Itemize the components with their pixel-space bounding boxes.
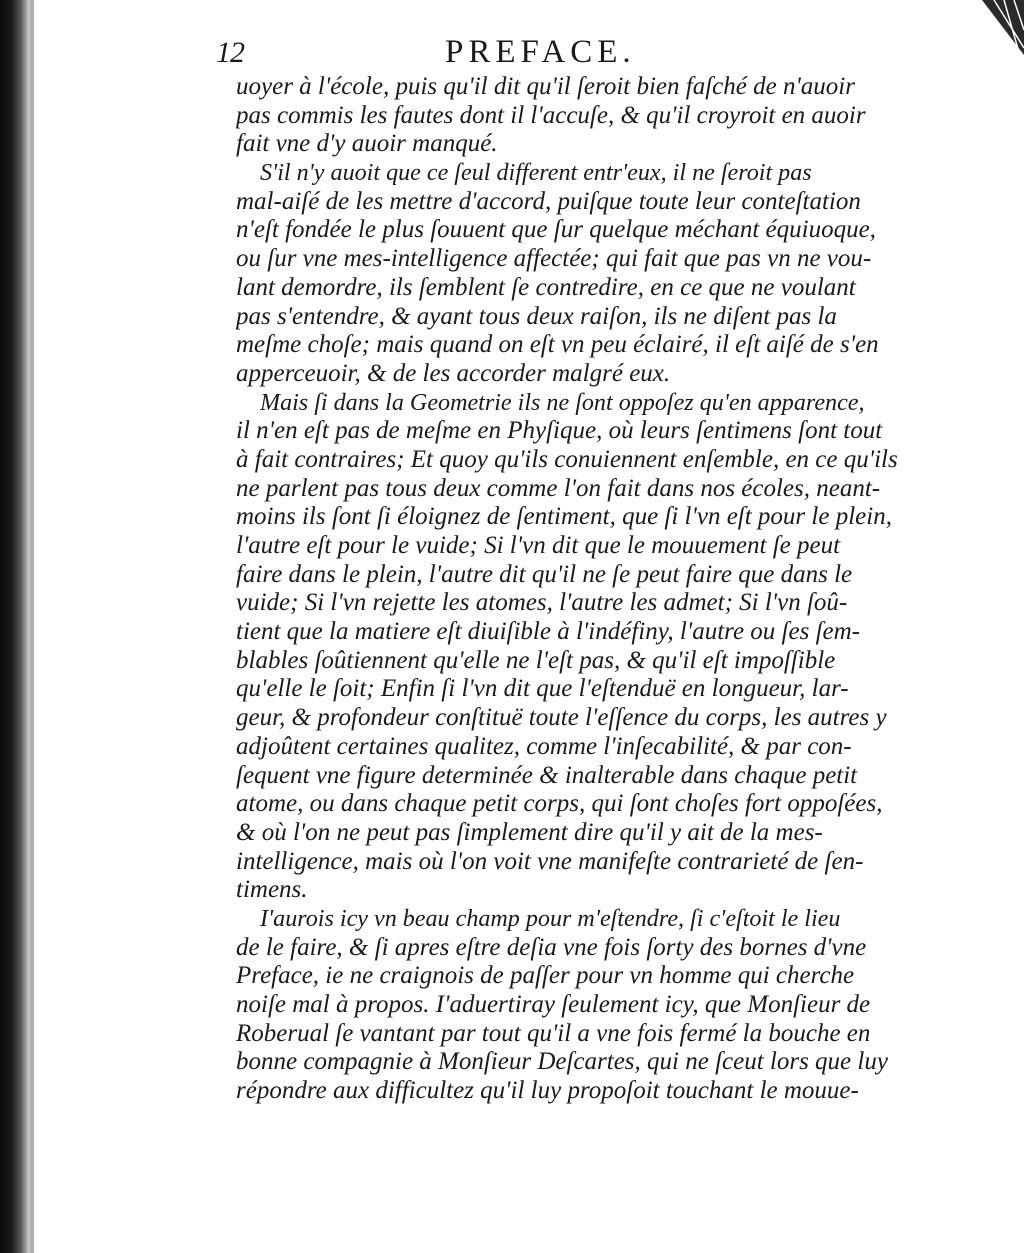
text-line: pas commis les fautes dont il l'accuſe, & qu'il croyroit en auoir	[236, 101, 866, 129]
page-number: 12	[216, 36, 244, 69]
text-line: moins ils ſont ſi éloignez de ſentiment, que ſi l'vn eſt pour le plein,	[236, 503, 892, 531]
text-line: atome, ou dans chaque petit corps, qui ſont choſes fort oppoſées,	[236, 790, 883, 818]
text-line: à fait contraires; Et quoy qu'ils conuiennent enſemble, en ce qu'ils	[236, 445, 898, 473]
text-line: vuide; Si l'vn rejette les atomes, l'autre les admet; Si l'vn ſoû-	[236, 589, 848, 617]
page-corner-fan	[974, 0, 1024, 70]
text-line: mal-aiſé de les mettre d'accord, puiſque toute leur conteſtation	[236, 187, 861, 215]
text-line: l'autre eſt pour le vuide; Si l'vn dit que le mouuement ſe peut	[236, 532, 841, 559]
text-line: qu'elle le ſoit; Enfin ſi l'vn dit que l'eſtenduë en longueur, lar-	[236, 675, 849, 703]
text-line: bonne compagnie à Monſieur Deſcartes, qui ne ſceut lors que luy	[236, 1048, 888, 1076]
text-line: fait vne d'y auoir manqué.	[236, 130, 498, 158]
text-line: timens.	[236, 876, 308, 904]
text-line: S'il n'y auoit que ce ſeul different entr'eux, il ne ſeroit pas	[260, 160, 812, 187]
text-line: Preface, ie ne craignois de paſſer pour vn homme qui cherche	[236, 962, 855, 990]
book-binding-strip	[30, 0, 34, 1253]
text-line: de le faire, & ſi apres eſtre deſia vne fois ſorty des bornes d'vne	[236, 933, 867, 961]
text-line: I'aurois icy vn beau champ pour m'eſtendre, ſi c'eſtoit le lieu	[260, 905, 841, 932]
text-line: blables ſoûtiennent qu'elle ne l'eſt pas, & qu'il eſt impoſſible	[236, 646, 836, 674]
text-line: apperceuoir, & de les accorder malgré eux.	[236, 359, 671, 387]
text-line: n'eſt fondée le plus ſouuent que ſur quelque méchant équiuoque,	[236, 216, 876, 244]
body-text	[236, 73, 906, 1106]
text-line: Mais ſi dans la Geometrie ils ne ſont oppoſez qu'en apparence,	[260, 389, 865, 416]
text-line: lant demordre, ils ſemblent ſe contredire, en ce que ne voulant	[236, 273, 856, 301]
text-line: adjoûtent certaines qualitez, comme l'inſecabilité, & par con-	[236, 732, 852, 760]
text-line: ou ſur vne mes-intelligence affectée; qui fait que pas vn ne vou-	[236, 245, 872, 273]
text-line: ſequent vne figure determinée & inalterable dans chaque petit	[236, 761, 858, 789]
book-binding-edge	[0, 0, 30, 1253]
text-line: Roberual ſe vantant par tout qu'il a vne fois fermé la bouche en	[236, 1019, 871, 1047]
text-line: pas s'entendre, & ayant tous deux raiſon, ils ne diſent pas la	[236, 302, 837, 330]
text-line: intelligence, mais où l'on voit vne manifeſte contrarieté de ſen-	[236, 847, 864, 875]
text-line: meſme choſe; mais quand on eſt vn peu éclairé, il eſt aiſé de s'en	[236, 331, 879, 359]
text-line: & où l'on ne peut pas ſimplement dire qu'il y ait de la mes-	[236, 818, 823, 846]
text-line: noiſe mal à propos. I'aduertiray ſeulement icy, que Monſieur de	[236, 991, 871, 1018]
text-line: geur, & profondeur conſtituë toute l'eſſence du corps, les autres y	[236, 704, 887, 732]
text-line: ne parlent pas tous deux comme l'on fait dans nos écoles, neant-	[236, 474, 881, 502]
running-head: PREFACE.	[445, 34, 636, 70]
text-line: faire dans le plein, l'autre dit qu'il ne ſe peut faire que dans le	[236, 560, 853, 588]
text-line: répondre aux difficultez qu'il luy propoſoit touchant le mouue-	[236, 1077, 859, 1105]
text-line: tient que la matiere eſt diuiſible à l'indéfiny, l'autre ou ſes ſem-	[236, 618, 860, 646]
text-line: uoyer à l'école, puis qu'il dit qu'il ſeroit bien faſché de n'auoir	[236, 73, 855, 100]
text-line: il n'en eſt pas de meſme en Phyſique, où leurs ſentimens ſont tout	[236, 417, 883, 445]
